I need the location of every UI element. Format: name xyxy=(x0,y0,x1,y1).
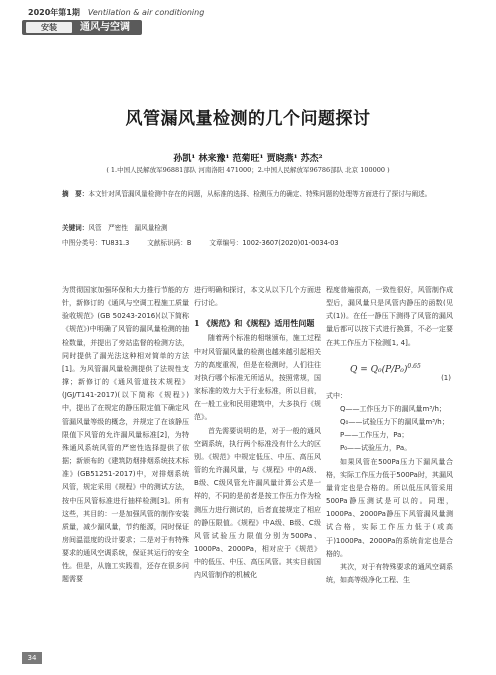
body-column-1 xyxy=(62,284,189,587)
issue-label: 2020年第1期 xyxy=(28,8,80,17)
abstract-label: 摘 要： xyxy=(62,190,89,198)
formula-expression: $Q = Q_0(P/P_0)^{0.65}$ xyxy=(350,362,421,375)
clc-number: 中图分类号：TU831.3 xyxy=(62,239,130,247)
keywords xyxy=(62,222,168,232)
document-code: 文献标识码：B xyxy=(147,239,192,247)
keywords-text: 风管 严密性 漏风量检测 xyxy=(88,224,168,232)
symbol-definitions-intro: 式中： xyxy=(326,391,347,400)
symbol-definition: Q——工作压力下的漏风量m³/h； xyxy=(340,404,446,413)
symbol-definition: Q₀——试验压力下的漏风量m³/h； xyxy=(340,418,449,427)
formula-number: (1) xyxy=(441,373,451,382)
section-paragraph: 随着两个标准的相继颁布，施工过程中对风管漏风量的检测也越来越引起相关方的高度重视，但是在检测时，人们往往对执行哪个标准无所适从，按照常规，国家标准的效力大于行业标准，所以目前，在一般工业和民用建筑中，大多执行《规范》。 xyxy=(194,334,321,422)
keywords-label: 关键词： xyxy=(62,224,89,232)
article-authors: 孙凯¹ 林来豫¹ 范菊旺¹ 贾晓燕¹ 苏杰² xyxy=(173,154,323,164)
section-paragraph: 首先需要说明的是，对于一般的通风空调系统，执行两个标准没有什么大的区别。《规范》中规定低压、中压、高压风管的允许漏风量，与《规程》中的A级、B级、C级风管允许漏风量计算公式是一样的，不同的是前者是按工作压力作为检测压力进行测试的，后者直接规定了相应的静压限值。《规程》中A级、B级、C级风管试验压力限值分别为500Pa、1000Pa、2000Pa，相对应于《规范》中的低压、中压、高压风管。其实目前国内风管制作的机械化 xyxy=(194,426,321,580)
author-affiliations: ( 1.中国人民解放军96881部队 河南洛阳 471000；2.中国人民解放军96786部队 北京 100000 ) xyxy=(106,166,390,174)
column-title: 通风与空调 xyxy=(80,22,130,33)
intro-paragraph: 为贯彻国家加强环保和大力推行节能的方针，新修订的《通风与空调工程施工质量验收规范》(GB 50243-2016)(以下简称《规范》)中明确了风管的漏风量检测的抽检数量，并提出了旁站监督的检测方法，同时提供了漏光法这种相对简单的方法[1]。为风管漏风量检测提供了法规性支撑；新修订的《通风管道技术规程》(JGJ/T141-2017)(以下简称《规程》)中，提出了在规定的静压限定值下确定风管漏风量等级的概念，并规定了在该静压限值下风管的允许漏风量标准[2]，为特殊通风系统风管的严密性选择提供了依据；新颁布的《建筑防烟排烟系统技术标准》(GB51251-2017)中，对排烟系统风管，规定采用《规程》中的测试方法，按中压风管标准进行抽样检测[3]。所有这些，其目的：一是加强风管的制作安装质量，减少漏风量，节约能源，同时保证房间温湿度的设计要求；二是对于有特殊要求的通风空调系统，保证其运行的安全性。但是，从施工实践看，还存在很多问题需要 xyxy=(62,286,189,584)
formula xyxy=(326,350,453,390)
journal-english-name: Ventilation & air conditioning xyxy=(87,8,205,17)
symbol-definition: P——工作压力，Pa； xyxy=(340,431,409,440)
article-title: 风管漏风量检测的几个问题探讨 xyxy=(125,109,371,129)
section-paragraph: 其次，对于有特殊要求的通风空调系统，如高等级净化工程、生 xyxy=(326,562,453,584)
journal-issue-header xyxy=(28,7,204,18)
body-column-2 xyxy=(194,284,321,582)
formula-exponent: 0.65 xyxy=(407,362,421,370)
section-paragraph: 如果风管在500Pa压力下漏风量合格，实际工作压力低于500Pa时，其漏风量肯定也是合格的。所以低压风管采用500Pa静压测试是可以的。同理，1000Pa、2000Pa静压下风管漏风量测试合格，实际工作压力低于(或高于)1000Pa、2000Pa的系统肯定也是合格的。 xyxy=(326,457,453,558)
body-column-3 xyxy=(326,284,453,587)
abstract xyxy=(62,188,437,200)
symbol-definition: P₀——试验压力，Pa。 xyxy=(340,444,412,453)
intro-continuation: 进行明确和探讨，本文从以下几个方面进行讨论。 xyxy=(194,286,321,308)
article-meta xyxy=(62,237,357,247)
page-number: 34 xyxy=(22,652,42,664)
journal-logo: 安装 xyxy=(26,22,72,33)
section-paragraph: 程度普遍很高，一致性很好，风管制作成型后，漏风量只是风管内静压的函数(见式(1))。在任一静压下测得了风管的漏风量后都可以按下式进行换算，不必一定要在其工作压力下检测[1, 4]。 xyxy=(326,286,453,347)
section-heading: 1 《规范》和《规程》适用性问题 xyxy=(194,318,315,329)
article-number: 文章编号：1002-3607(2020)01-0034-03 xyxy=(209,239,339,247)
abstract-text: 本文针对风管漏风量检测中存在的问题，从标准的选择、检测压力的确定、特殊问题的处理等方面进行了探讨与阐述。 xyxy=(88,190,432,198)
